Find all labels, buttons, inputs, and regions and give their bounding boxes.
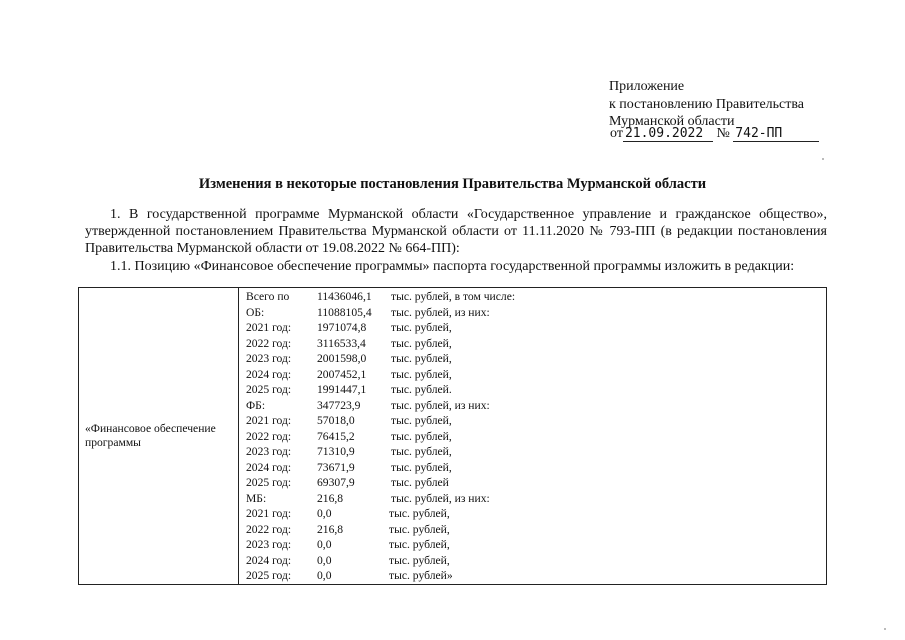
table-row [239,460,826,476]
row-unit: тыс. рублей» [389,569,453,582]
appendix-line-2: к постановлению Правительства [609,96,805,112]
row-year: 2024 год: [246,367,292,381]
row-unit: тыс. рублей, [391,336,452,350]
from-label: от [610,126,623,141]
row-amount: 0,0 [317,538,332,551]
table-row [239,506,826,522]
row-unit: тыс. рублей, [389,522,450,536]
row-unit: тыс. рублей, в том числе: [391,290,516,303]
table-row [239,289,826,305]
table-row [239,305,826,321]
number-label: № [716,126,730,141]
resolution-reference [610,126,819,142]
paragraph-2 [85,258,827,275]
row-amount: 57018,0 [317,414,355,427]
table-row [239,429,826,445]
row-amount: 11088105,4 [317,305,372,319]
table-row [239,351,826,367]
financing-data-cell [239,288,827,585]
paragraph-1 [85,206,827,257]
row-year: 2025 год: [246,569,292,582]
row-year: Всего по [246,290,290,303]
table-row [239,382,826,398]
row-unit: тыс. рублей, из них: [391,491,490,505]
row-year: 2023 год: [246,445,292,458]
row-unit: тыс. рублей [391,476,449,489]
resolution-date: 21.09.2022 [623,127,713,142]
financing-label-cell [79,288,239,585]
row-year: 2023 год: [246,538,292,551]
row-amount: 69307,9 [317,476,355,489]
row-amount: 2001598,0 [317,352,367,365]
table-row [239,444,826,460]
row-amount: 73671,9 [317,460,355,474]
appendix-line-3: Мурманской области [609,114,735,129]
table-row [239,522,826,538]
row-amount: 216,8 [317,491,344,505]
row-amount: 3116533,4 [317,336,366,350]
row-unit: тыс. рублей, [391,445,452,458]
row-year: ФБ: [246,398,266,412]
row-year: 2022 год: [246,429,292,443]
row-amount: 0,0 [317,553,332,567]
resolution-number: 742-ПП [733,127,819,142]
table-row [239,475,826,491]
row-year: МБ: [246,491,267,505]
table-row [239,320,826,336]
row-unit: тыс. рублей, [389,507,450,520]
row-year: 2024 год: [246,460,292,474]
financing-label: «Финансовое обеспечение программы [85,421,216,449]
table-row [239,336,826,352]
row-amount: 1971074,8 [317,321,367,334]
row-year: 2024 год: [246,553,292,567]
row-year: 2021 год: [246,414,292,427]
paragraph-1-text: 1. В государственной программе Мурманской области «Государственное управление и гражданское общество», утвержденной постановлением Правительства Мурманской области от 11.11.2020 № 793-ПП (в редакции постановления Правительства Мурманской области от 19.08.2022 № 664-ПП): [85,207,827,256]
row-unit: тыс. рублей, [391,352,452,365]
row-unit: тыс. рублей, из них: [391,305,490,319]
row-amount: 0,0 [317,507,332,520]
document-title: Изменения в некоторые постановления Правительства Мурманской области [198,176,707,192]
row-year: 2025 год: [246,476,292,489]
row-year: 2021 год: [246,321,292,334]
row-unit: тыс. рублей, [391,321,452,334]
row-unit: тыс. рублей, из них: [391,398,490,412]
row-amount: 1991447,1 [317,383,367,396]
appendix-line-1: Приложение [609,79,685,94]
scan-speck [822,158,824,160]
row-unit: тыс. рублей, [391,429,452,443]
row-amount: 216,8 [317,522,344,536]
row-amount: 71310,9 [317,445,355,458]
table-row [239,398,826,414]
row-unit: тыс. рублей, [389,553,450,567]
row-amount: 0,0 [317,569,332,582]
row-unit: тыс. рублей, [391,414,452,427]
row-unit: тыс. рублей, [389,538,450,551]
row-year: 2022 год: [246,522,292,536]
row-amount: 2007452,1 [317,367,367,381]
row-year: 2022 год: [246,336,292,350]
table-row [239,367,826,383]
row-year: ОБ: [246,305,265,319]
scan-speck [884,628,886,630]
row-year: 2021 год: [246,507,292,520]
row-unit: тыс. рублей, [391,460,452,474]
row-year: 2025 год: [246,383,292,396]
table-row [239,537,826,553]
paragraph-2-text: 1.1. Позицию «Финансовое обеспечение программы» паспорта государственной программы изложить в редакции: [110,259,795,274]
appendix-block [609,78,804,131]
table-row [239,491,826,507]
row-unit: тыс. рублей. [391,383,452,396]
table-row [239,553,826,569]
row-amount: 76415,2 [317,429,355,443]
table-row [239,568,826,584]
row-unit: тыс. рублей, [391,367,452,381]
row-amount: 11436046,1 [317,290,372,303]
row-year: 2023 год: [246,352,292,365]
financing-table [78,287,827,585]
table-row [239,413,826,429]
row-amount: 347723,9 [317,398,361,412]
